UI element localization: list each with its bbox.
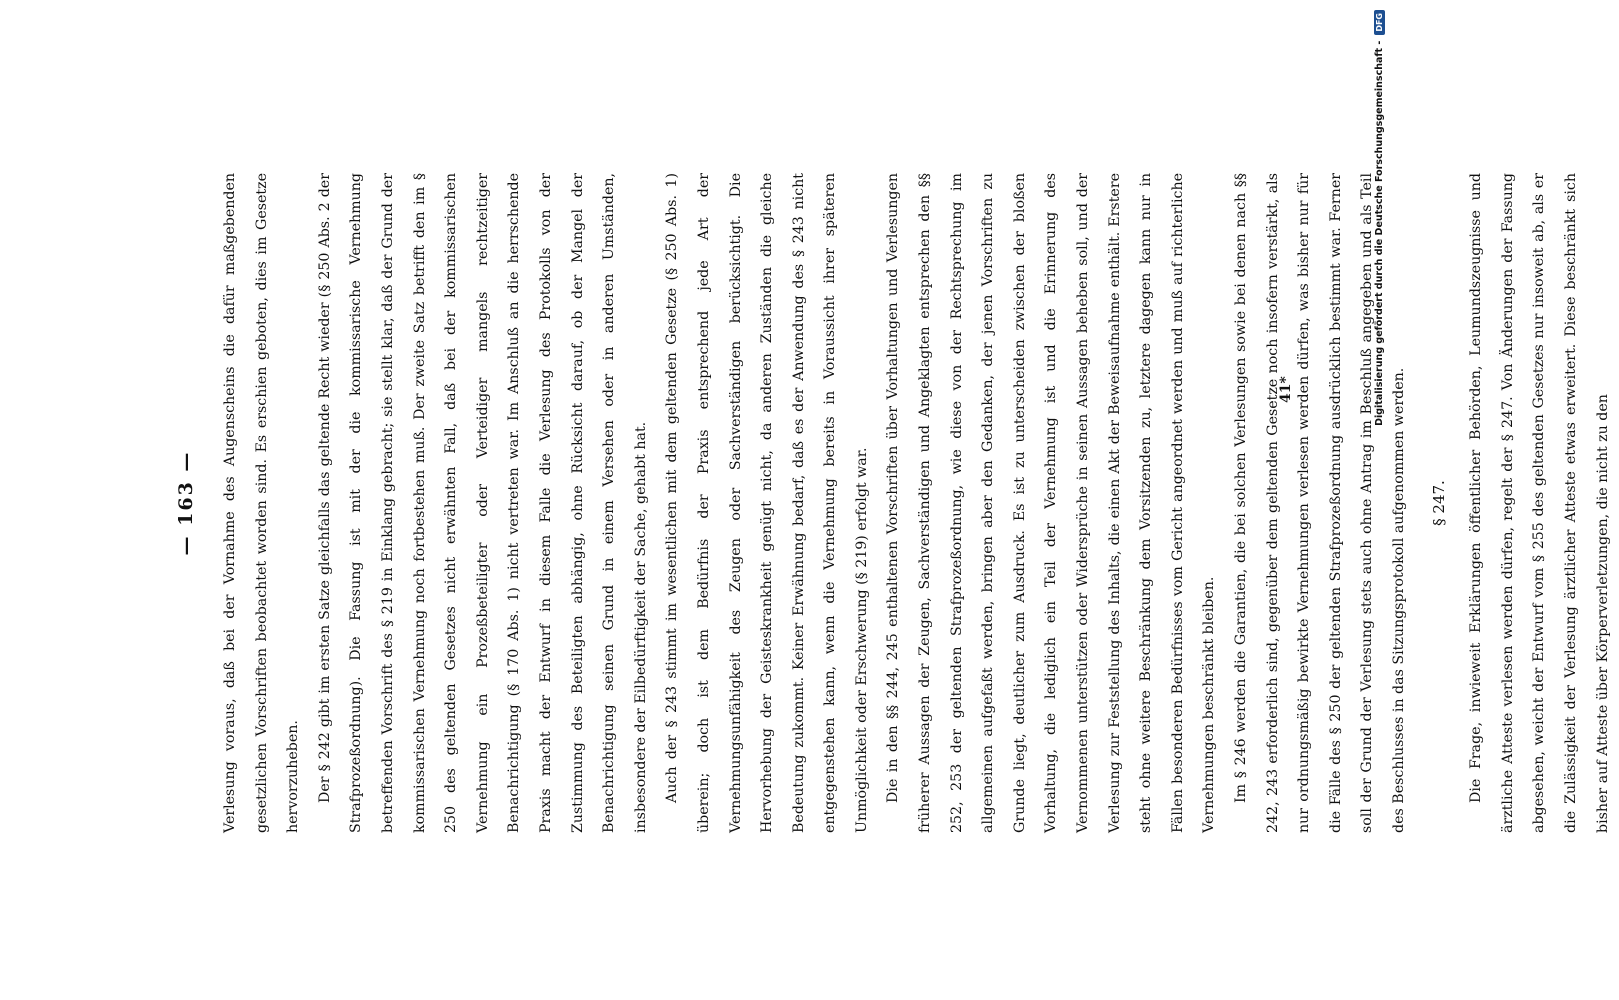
section-heading: § 247. [1429,480,1448,526]
paragraph: Die in den §§ 244, 245 enthaltenen Vorschriften über Vorhaltungen und Verlesungen früherer Aussagen der Zeugen, Sachverständigen und Angeklagten entsprechen den §§ 252, 253 der geltenden Strafprozeßordnung, wie diese von der Rechtsprechung im allgemeinen aufgefaßt werden, bringen aber den Gedanken, der jenen Vorschriften zu Grunde liegt, deutlicher zum Ausdruck. Es ist zu unterscheiden zwischen der bloßen Vorhaltung, die lediglich ein Teil der Vernehmung ist und die Erinnerung des Vernommenen unterstützen oder Widersprüche in seinen Aussagen beheben soll, und der Verlesung zur Feststellung des Inhalts, die einen Akt der Beweisaufnahme enthält. Erstere steht ohne weitere Beschränkung dem Vorsitzenden zu, letztere dagegen kann nur in Fällen besonderen Bedürfnisses vom Gericht angeordnet werden und muß auf richterliche Vernehmungen beschränkt bleiben. [885,173,1218,833]
paragraph: Im § 246 werden die Garantien, die bei solchen Verlesungen sowie bei denen nach §§ 242, 243 erforderlich sind, gegenüber dem geltenden Gesetze noch insofern verstärkt, als nur ordnungsmäßig bewirkte Vernehmungen verlesen werden dürfen, was bisher nur für die Fälle des § 250 der geltenden Strafprozeßordnung ausdrücklich bestimmt war. Ferner soll der Grund der Verlesung stets auch ohne Antrag im Beschluß angegeben und als Teil des Beschlusses in das Sitzungsprotokoll aufgenommen werden. [1233,173,1407,833]
paragraph: Auch der § 243 stimmt im wesentlichen mit dem geltenden Gesetze (§ 250 Abs. 1) überein; doch ist dem Bedürfnis der Praxis entsprechend jede Art der Vernehmungsunfähigkeit des Zeugen oder Sachverständigen berücksichtigt. Die Hervorhebung der Geisteskrankheit genügt nicht, da anderen Zuständen die gleiche Bedeutung zukommt. Keiner Erwähnung bedarf, daß es der Anwendung des § 243 nicht entgegenstehen kann, wenn die Vernehmung bereits in Voraussicht ihrer späteren Unmöglichkeit oder Erschwerung (§ 219) erfolgt war. [664,173,870,833]
body-text [215,173,1619,833]
notice-text: Digitalisierung gefördert durch die Deutsche Forschungsgemeinschaft - [1373,40,1385,426]
paragraph: Die Frage, inwieweit Erklärungen öffentlicher Behörden, Leumundszeugnisse und ärztliche Atteste verlesen werden dürfen, regelt der § 247. Von Änderungen der Fassung abgesehen, weicht der Entwurf vom § 255 des geltenden Gesetzes nur insoweit ab, als er die Zulässigkeit der Verlesung ärztlicher Atteste etwas erweitert. Diese beschränkt sich bisher auf Atteste über Körperverletzungen, die nicht zu den [1468,173,1611,833]
digitization-notice [1370,10,1388,970]
signature-mark: 41* [1278,376,1294,403]
paragraph: Verlesung voraus, daß bei der Vornahme des Augenscheins die dafür maßgebenden gesetzlichen Vorschriften beobachtet worden sind. Es erschien geboten, dies im Gesetze hervorzuheben. [222,173,302,833]
page-number-header [175,173,197,833]
dfg-logo: DFG [1374,10,1385,35]
page-number: — 163 — [175,450,197,556]
paragraph: Der § 242 gibt im ersten Satze gleichfalls das geltende Recht wieder (§ 250 Abs. 2 der Strafprozeßordnung). Die Fassung ist mit der die kommissarische Vernehmung betreffenden Vorschrift des § 219 in Einklang gebracht; sie stellt klar, daß der Grund der kommissarischen Vernehmung noch fortbestehen muß. Der zweite Satz betrifft den im § 250 des geltenden Gesetzes nicht erwähnten Fall, daß bei der kommissarischen Vernehmung ein Prozeßbeteiligter oder Verteidiger mangels rechtzeitiger Benachrichtigung (§ 170 Abs. 1) nicht vertreten war. Im Anschluß an die herrschende Praxis macht der Entwurf in diesem Falle die Verlesung des Protokolls von der Zustimmung des Beteiligten abhängig, ohne Rücksicht darauf, ob der Mangel der Benachrichtigung seinen Grund in einem Versehen oder in anderen Umständen, insbesondere der Eilbedürftigkeit der Sache, gehabt hat. [316,173,649,833]
